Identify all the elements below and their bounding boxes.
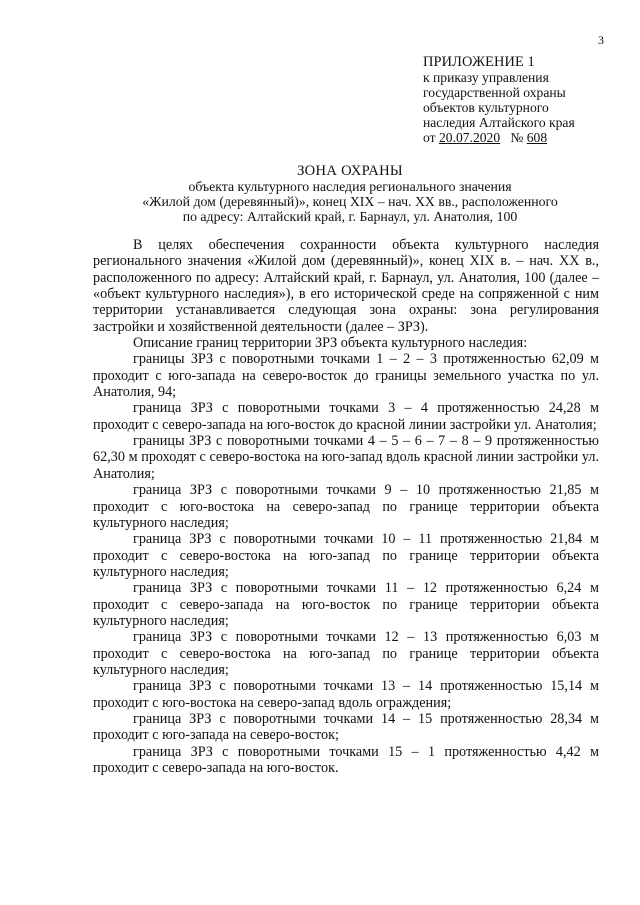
body-paragraph: граница ЗРЗ с поворотными точками 3 – 4 протяженностью 24,28 м проходит с северо-запада на юго-восток до красной линии застройки ул. Анатолия;: [93, 400, 599, 433]
appendix-line: государственной охраны: [423, 85, 566, 100]
page-number: 3: [598, 33, 604, 47]
body-paragraph: Описание границ территории ЗРЗ объекта культурного наследия:: [133, 335, 528, 352]
appendix-line: наследия Алтайского края: [423, 115, 575, 130]
order-date: 20.07.2020: [438, 130, 501, 145]
number-prefix: №: [510, 130, 527, 145]
appendix-line: объектов культурного: [423, 100, 549, 115]
heading-title: ЗОНА ОХРАНЫ: [297, 163, 403, 179]
body-paragraph: граница ЗРЗ с поворотными точками 12 – 13 протяженностью 6,03 м проходит с северо-востока на юго-запад по границе территории объекта культурного наследия;: [93, 629, 599, 678]
body-paragraph: граница ЗРЗ с поворотными точками 11 – 12 протяженностью 6,24 м проходит с северо-запада на юго-восток по границе территории объекта культурного наследия;: [93, 580, 599, 629]
body-paragraph: границы ЗРЗ с поворотными точками 4 – 5 – 6 – 7 – 8 – 9 протяженностью 62,30 м проходят с северо-востока на юго-запад вдоль красной линии застройки ул. Анатолия;: [93, 433, 599, 482]
body-paragraph: граница ЗРЗ с поворотными точками 10 – 11 протяженностью 21,84 м проходит с северо-востока на юго-запад по границе территории объекта культурного наследия;: [93, 531, 599, 580]
heading-line: по адресу: Алтайский край, г. Барнаул, ул. Анатолия, 100: [182, 209, 518, 224]
body-paragraph: граница ЗРЗ с поворотными точками 14 – 15 протяженностью 28,34 м проходит с юго-запада на северо-восток;: [93, 710, 599, 744]
heading-line: «Жилой дом (деревянный)», конец XIX – нач. XX вв., расположенного: [142, 194, 558, 209]
date-prefix: от: [423, 130, 439, 145]
document-heading: [90, 164, 610, 224]
body-paragraph: граница ЗРЗ с поворотными точками 15 – 1 протяженностью 4,42 м проходит с северо-запада на юго-восток.: [93, 743, 599, 776]
appendix-date-line: [423, 130, 575, 145]
appendix-line: к приказу управления: [423, 70, 549, 85]
order-number: 608: [526, 130, 548, 145]
body-paragraph: границы ЗРЗ с поворотными точками 1 – 2 – 3 протяженностью 62,09 м проходит с юго-запада на северо-восток до границы земельного участка по ул. Анатолия, 94;: [93, 351, 599, 401]
body-paragraph: граница ЗРЗ с поворотными точками 13 – 14 протяженностью 15,14 м проходит с юго-востока на северо-запад вдоль ограждения;: [93, 678, 599, 711]
appendix-title: ПРИЛОЖЕНИЕ 1: [423, 54, 535, 70]
document-body: [93, 237, 599, 776]
body-paragraph: граница ЗРЗ с поворотными точками 9 – 10 протяженностью 21,85 м проходит с юго-востока на северо-запад по границе территории объекта культурного наследия;: [93, 482, 599, 531]
body-paragraph: В целях обеспечения сохранности объекта культурного наследия регионального значения «Жилой дом (деревянный)», конец XIX в. – нач. XX в., расположенного по адресу: Алтайский край, г. Барнаул, ул. Анатолия, 100 (далее – «объект культурного наследия»), в его исторической среде на сопряженной с ним территории устанавливается следующая зона охраны: зона регулирования застройки и хозяйственной деятельности (далее – ЗРЗ).: [93, 237, 599, 335]
heading-line: объекта культурного наследия регионального значения: [188, 179, 512, 194]
appendix-block: [423, 55, 575, 145]
